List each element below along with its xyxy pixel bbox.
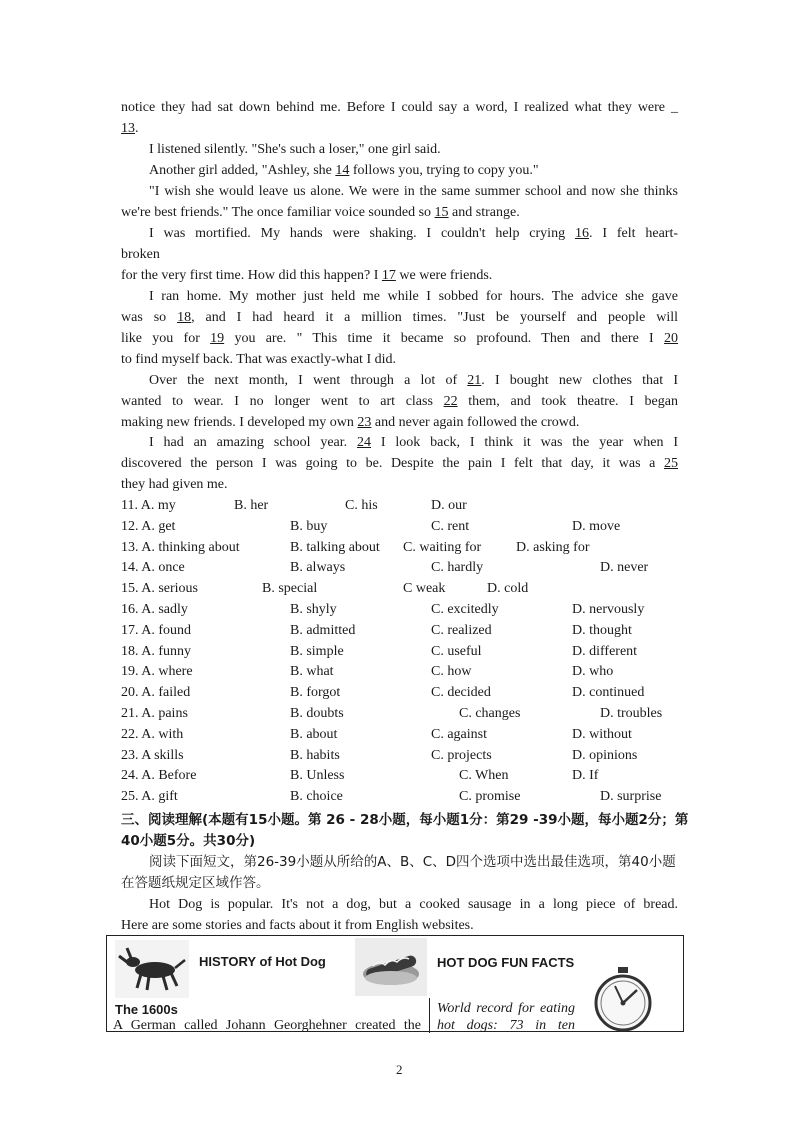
- passage-line: notice they had sat down behind me. Before I could say a word, I realized what they were _: [121, 100, 678, 115]
- paragraph-2: I listened silently. "She's such a loser," one girl said.: [149, 142, 441, 157]
- option-row: 22. A. with B. about C. against D. without: [121, 726, 632, 742]
- option-row: 17. A. found B. admitted C. realized D. thought: [121, 622, 632, 638]
- option-row: 25. A. gift B. choice C. promise D. surprise: [121, 789, 662, 805]
- history-title: HISTORY of Hot Dog: [199, 954, 326, 969]
- blank-17: 17: [381, 268, 396, 283]
- paragraph-7: Over the next month, I went through a lot of 21. I bought new clothes that I wanted to wear. I no longer went to art class 22 them, and took theatre. I began making new friends. I developed my own 23 and never again followed the crowd.: [121, 373, 678, 430]
- hot-dog-info-box: [106, 935, 684, 1032]
- option-row: 18. A. funny B. simple C. useful D. different: [121, 643, 638, 659]
- blank-13: 13: [121, 121, 135, 136]
- option-row: 24. A. Before B. Unless C. When D. If: [121, 768, 599, 784]
- box-column-divider: [429, 998, 430, 1033]
- option-row: 13. A. thinking about B. talking about C. waiting for D. asking for: [121, 539, 590, 555]
- blank-15: 15: [434, 205, 449, 220]
- option-row: 19. A. where B. what C. how D. who: [121, 664, 614, 680]
- paragraph-8: I had an amazing school year. 24 I look back, I think it was the year when I discovered the person I was going to be. Despite the pain I felt that day, it was a 25 they had given me.: [121, 435, 679, 492]
- paragraph-4: "I wish she would leave us alone. We were in the same summer school and now she thinks we're best friends." The once familiar voice sounded so 15 and strange.: [121, 184, 678, 220]
- option-row: 21. A. pains B. doubts C. changes D. troubles: [121, 705, 663, 721]
- history-text: A German called Johann Georghehner created the: [113, 1018, 421, 1033]
- fun-facts-title: HOT DOG FUN FACTS: [437, 955, 575, 970]
- blank-18: 18: [177, 310, 192, 325]
- passage-line: 13.: [121, 121, 139, 136]
- section-3-intro: Hot Dog is popular. It's not a dog, but a cooked sausage in a long piece of bread. Here are some stories and facts about it from English websites.: [121, 897, 678, 933]
- answer-options: [121, 496, 681, 808]
- paragraph-5: I was mortified. My hands were shaking. I couldn't help crying 16. I felt heart- broken for the very first time. How did this happen? I 17 we were friends.: [121, 226, 679, 283]
- blank-20: 20: [664, 331, 679, 346]
- paragraph-6: I ran home. My mother just held me while I sobbed for hours. The advice she gave was so 18, and I had heard it a million times. "Just be yourself and people will like you for 19 you are. " This time it became so profound. Then and there I 20 to find myself back. That was exactly-what I did.: [121, 289, 679, 367]
- section-3-instructions: 阅读下面短文，第26-39小题从所给的A、B、C、D四个选项中选出最佳选项，第40小题 在答题纸规定区域作答。: [121, 854, 676, 891]
- option-row: 20. A. failed B. forgot C. decided D. continued: [121, 685, 645, 701]
- dachshund-dog-icon: [115, 940, 189, 998]
- fun-fact-text: World record for eating hot dogs: 73 in ten: [437, 1001, 575, 1033]
- section-3-title: 三、阅读理解(本题有15小题。第 26 - 28小题，每小题1分：第29 -39小题，每小题2分；第 40小题5分。共30分): [121, 812, 689, 849]
- hot-dog-icon: [355, 938, 427, 996]
- passage-continued: [121, 97, 678, 139]
- option-row: 23. A skills B. habits C. projects D. opinions: [121, 747, 638, 763]
- page-number: 2: [396, 1062, 403, 1077]
- option-row: 14. A. once B. always C. hardly D. never: [121, 560, 649, 576]
- blank-24: 24: [357, 435, 371, 450]
- option-row: 12. A. get B. buy C. rent D. move: [121, 518, 621, 534]
- blank-22: 22: [443, 394, 458, 409]
- option-row: 11. A. my B. her C. his D. our: [121, 498, 467, 513]
- blank-16: 16: [574, 226, 589, 241]
- blank-19: 19: [210, 331, 225, 346]
- era-heading: The 1600s: [115, 1002, 178, 1017]
- blank-14: 14: [335, 163, 350, 178]
- blank-21: 21: [467, 373, 482, 388]
- option-row: 16. A. sadly B. shyly C. excitedly D. nervously: [121, 601, 645, 617]
- stopwatch-icon: [589, 966, 657, 1032]
- blank-23: 23: [357, 415, 372, 430]
- blank-25: 25: [664, 456, 678, 471]
- paragraph-3: Another girl added, "Ashley, she 14 follows you, trying to copy you.": [149, 163, 539, 178]
- option-row: 15. A. serious B. special C weak D. cold: [121, 581, 529, 597]
